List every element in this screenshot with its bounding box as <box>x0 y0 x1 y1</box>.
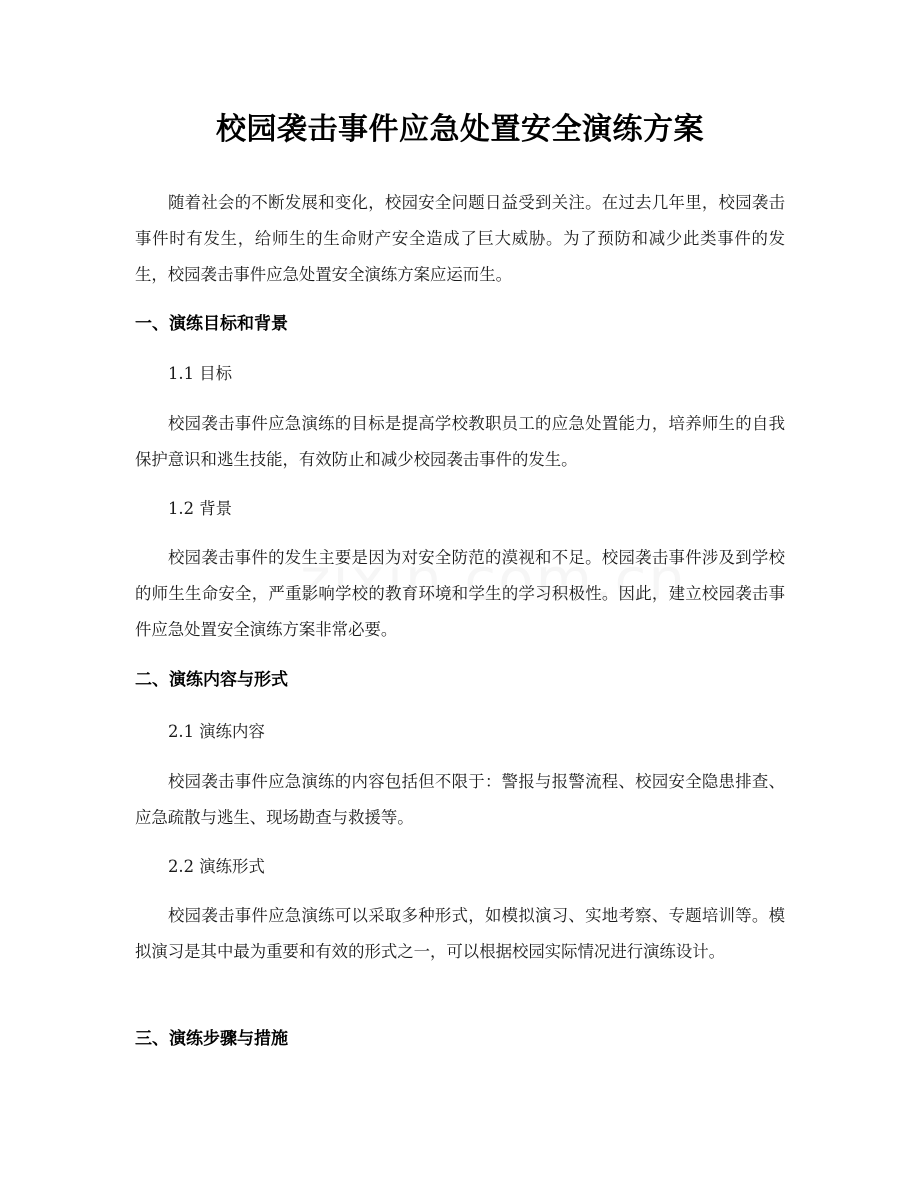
subsection-heading-1-1: 1.1 目标 <box>168 364 233 383</box>
subsection-text-2-1: 校园袭击事件应急演练的内容包括但不限于：警报与报警流程、校园安全隐患排查、应急疏散与逃生、现场勘查与救援等。 <box>135 772 785 827</box>
intro-paragraph: 随着社会的不断发展和变化，校园安全问题日益受到关注。在过去几年里，校园袭击事件时有发生，给师生的生命财产安全造成了巨大威胁。为了预防和减少此类事件的发生，校园袭击事件应急处置安全演练方案应运而生。 <box>135 193 785 284</box>
subsection-heading-1-2: 1.2 背景 <box>168 499 233 518</box>
section-heading-2: 二、演练内容与形式 <box>135 670 288 690</box>
subsection-text-1-2: 校园袭击事件的发生主要是因为对安全防范的漠视和不足。校园袭击事件涉及到学校的师生生命安全，严重影响学校的教育环境和学生的学习积极性。因此，建立校园袭击事件应急处置安全演练方案非常必要。 <box>135 548 785 639</box>
subsection-heading-2-2: 2.2 演练形式 <box>168 857 265 876</box>
subsection-text-2-2: 校园袭击事件应急演练可以采取多种形式，如模拟演习、实地考察、专题培训等。模拟演习是其中最为重要和有效的形式之一，可以根据校园实际情况进行演练设计。 <box>135 906 785 961</box>
subsection-heading-2-1: 2.1 演练内容 <box>168 722 265 741</box>
section-heading-3: 三、演练步骤与措施 <box>135 1029 288 1049</box>
subsection-text-1-1: 校园袭击事件应急演练的目标是提高学校教职员工的应急处置能力，培养师生的自我保护意识和逃生技能，有效防止和减少校园袭击事件的发生。 <box>135 414 785 469</box>
section-heading-1: 一、演练目标和背景 <box>135 314 288 334</box>
document-title: 校园袭击事件应急处置安全演练方案 <box>216 112 704 147</box>
